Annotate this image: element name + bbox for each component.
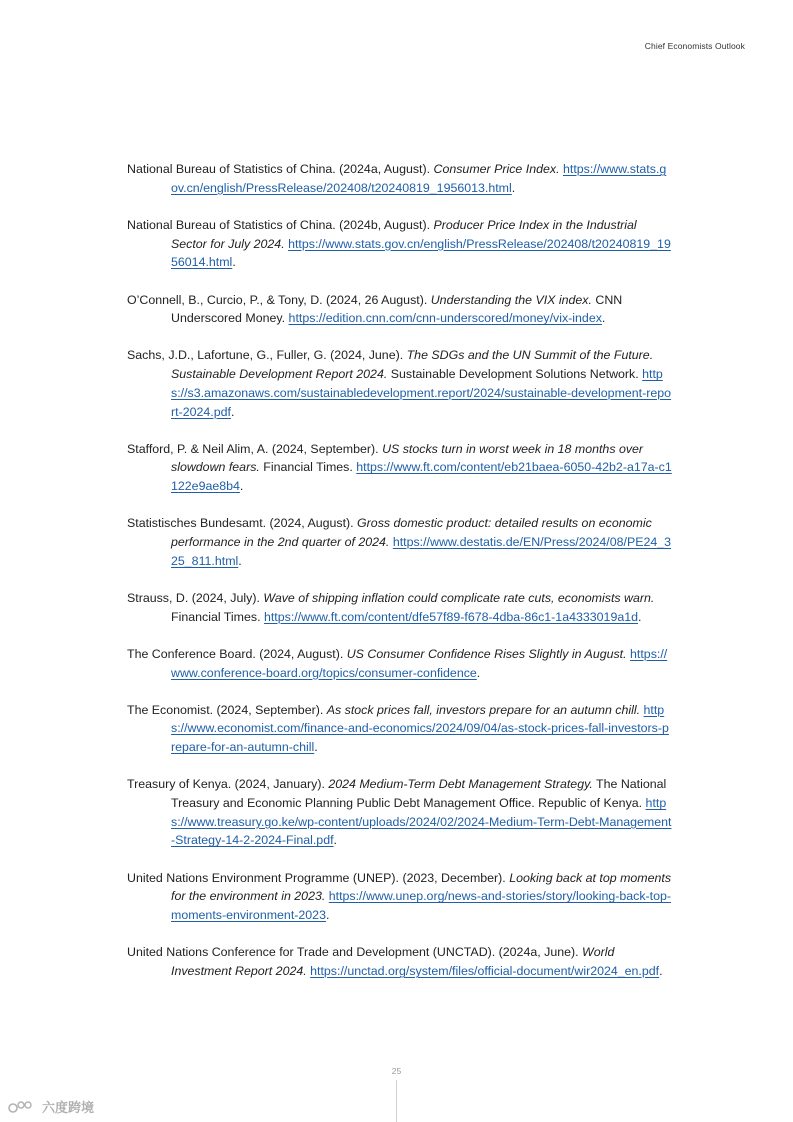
reference-title: US stocks turn in worst week in 18 months over slowdown fears. [171,441,644,475]
reference-authors: The Conference Board. (2024, August). [127,646,347,661]
reference-list [127,160,672,999]
reference-entry: Stafford, P. & Neil Alim, A. (2024, September). US stocks turn in worst week in 18 months over slowdown fears. Financial Times. https://www.ft.com/content/eb21baea-6050-42b2-a17a-c1122e9ae8b4. [127,441,672,494]
reference-source: Sustainable Development Solutions Network. [387,367,643,382]
reference-title: US Consumer Confidence Rises Slightly in August. [346,646,627,661]
reference-link[interactable]: https://unctad.org/system/files/official-document/wir2024_en.pdf [310,964,660,978]
reference-title: Wave of shipping inflation could complicate rate cuts, economists warn. [263,590,655,605]
reference-authors: National Bureau of Statistics of China. (2024b, August). [127,217,434,232]
reference-link[interactable]: https://www.treasury.go.ke/wp-content/uploads/2024/02/2024-Medium-Term-Debt-Management-Strategy-14-2-2024-Final.pdf [171,796,672,848]
reference-link[interactable]: https://www.economist.com/finance-and-economics/2024/09/04/as-stock-prices-fall-investors-prepare-for-an-autumn-chill [171,702,669,755]
watermark-logo-icon [8,1100,38,1114]
reference-source: CNN Underscored Money. [171,292,623,326]
reference-entry: Strauss, D. (2024, July). Wave of shipping inflation could complicate rate cuts, economists warn. Financial Times. https://www.ft.com/content/dfe57f89-f678-4dba-86c1-1a4333019a1d. [127,590,655,624]
reference-authors: Stafford, P. & Neil Alim, A. (2024, September). [127,441,383,456]
reference-title: Gross domestic product: detailed results on economic performance in the 2nd quarter of 2024. [171,516,652,550]
reference-link[interactable]: https://www.ft.com/content/eb21baea-6050-42b2-a17a-c1122e9ae8b4 [171,460,672,494]
reference-title: As stock prices fall, investors prepare for an autumn chill. [326,702,641,717]
reference-entry: United Nations Environment Programme (UNEP). (2023, December). Looking back at top moments for the environment in 2023. https://www.unep.org/news-and-stories/story/looking-back-top-moments-environment-2023. [127,870,672,923]
reference-link[interactable]: https://www.stats.gov.cn/english/PressRelease/202408/t20240819_1956014.html [171,236,671,270]
reference-link[interactable]: https://edition.cnn.com/cnn-underscored/money/vix-index [288,311,602,326]
reference-entry: O’Connell, B., Curcio, P., & Tony, D. (2024, 26 August). Understanding the VIX index. CNN Underscored Money. https://edition.cnn.com/cnn-underscored/money/vix-index. [127,292,623,326]
reference-authors: Strauss, D. (2024, July). [127,590,264,605]
reference-entry: Treasury of Kenya. (2024, January). 2024 Medium-Term Debt Management Strategy. The National Treasury and Economic Planning Public Debt Management Office. Republic of Kenya. https://www.treasury.go.ke/wp-content/uploads/2024/02/2024-Medium-Term-Debt-Management-Strategy-14-2-2024-Final.pdf. [127,777,672,848]
page-number: 25 [391,1066,402,1076]
reference-link[interactable]: https://s3.amazonaws.com/sustainabledevelopment.report/2024/sustainable-development-report-2024.pdf [171,367,672,419]
reference-entry: Statistisches Bundesamt. (2024, August). Gross domestic product: detailed results on economic performance in the 2nd quarter of 2024. https://www.destatis.de/EN/Press/2024/08/PE24_325_811.html. [127,516,672,568]
reference-source: Financial Times. [171,609,264,624]
reference-entry: The Economist. (2024, September). As stock prices fall, investors prepare for an autumn chill. https://www.economist.com/finance-and-economics/2024/09/04/as-stock-prices-fall-investors-prepare-for-an-autumn-chill. [127,702,669,755]
reference-authors: United Nations Environment Programme (UNEP). (2023, December). [127,870,510,885]
reference-authors: Statistisches Bundesamt. (2024, August). [127,516,358,531]
watermark [8,1097,94,1116]
reference-authors: Sachs, J.D., Lafortune, G., Fuller, G. (2024, June). [127,348,407,363]
reference-authors: National Bureau of Statistics of China. (2024a, August). [127,162,434,176]
reference-entry: United Nations Conference for Trade and Development (UNCTAD). (2024a, June). World Investment Report 2024. https://unctad.org/system/files/official-document/wir2024_en.pdf. [127,945,663,978]
reference-link[interactable]: https://www.stats.gov.cn/english/PressRelease/202408/t20240819_1956013.html [171,162,667,195]
reference-entry: National Bureau of Statistics of China. (2024a, August). Consumer Price Index. https://www.stats.gov.cn/english/PressRelease/202408/t20240819_1956013.html. [127,162,667,195]
reference-source: Financial Times. [259,460,357,475]
reference-link[interactable]: https://www.ft.com/content/dfe57f89-f678-4dba-86c1-1a4333019a1d [263,609,639,624]
reference-authors: O’Connell, B., Curcio, P., & Tony, D. (2024, 26 August). [127,292,431,307]
reference-title: The SDGs and the UN Summit of the Future. Sustainable Development Report 2024. [171,348,654,382]
reference-title: World Investment Report 2024. [171,945,615,978]
reference-entry: Sachs, J.D., Lafortune, G., Fuller, G. (2024, June). The SDGs and the UN Summit of the Future. Sustainable Development Report 2024. Sustainable Development Solutions Network. https://s3.amazonaws.com/sustainabledevelopment.report/2024/sustainable-development-report-2024.pdf. [127,348,672,419]
footer-divider [396,1080,397,1122]
reference-authors: Treasury of Kenya. (2024, January). [127,777,329,792]
reference-link[interactable]: https://www.unep.org/news-and-stories/story/looking-back-top-moments-environment-2023 [171,889,672,923]
reference-link[interactable]: https://www.conference-board.org/topics/consumer-confidence [171,646,668,680]
reference-title: 2024 Medium-Term Debt Management Strategy. [328,777,593,792]
reference-source: The National Treasury and Economic Planning Public Debt Management Office. Republic of Kenya. [171,777,667,811]
running-title: Chief Economists Outlook [644,41,745,51]
reference-authors: United Nations Conference for Trade and Development (UNCTAD). (2024a, June). [127,945,582,960]
watermark-text: 六度跨境 [42,1100,95,1115]
reference-link[interactable]: https://www.destatis.de/EN/Press/2024/08/PE24_325_811.html [171,535,672,568]
reference-title: Producer Price Index in the Industrial Sector for July 2024. [171,217,637,251]
reference-entry: National Bureau of Statistics of China. (2024b, August). Producer Price Index in the Industrial Sector for July 2024. https://www.stats.gov.cn/english/PressRelease/202408/t20240819_1956014.html. [127,217,671,270]
reference-title: Understanding the VIX index. [430,292,592,307]
reference-title: Looking back at top moments for the environment in 2023. [171,870,672,904]
reference-entry: The Conference Board. (2024, August). US Consumer Confidence Rises Slightly in August. https://www.conference-board.org/topics/consumer-confidence. [127,646,668,680]
reference-title: Consumer Price Index. [433,162,560,176]
reference-authors: The Economist. (2024, September). [127,702,327,717]
